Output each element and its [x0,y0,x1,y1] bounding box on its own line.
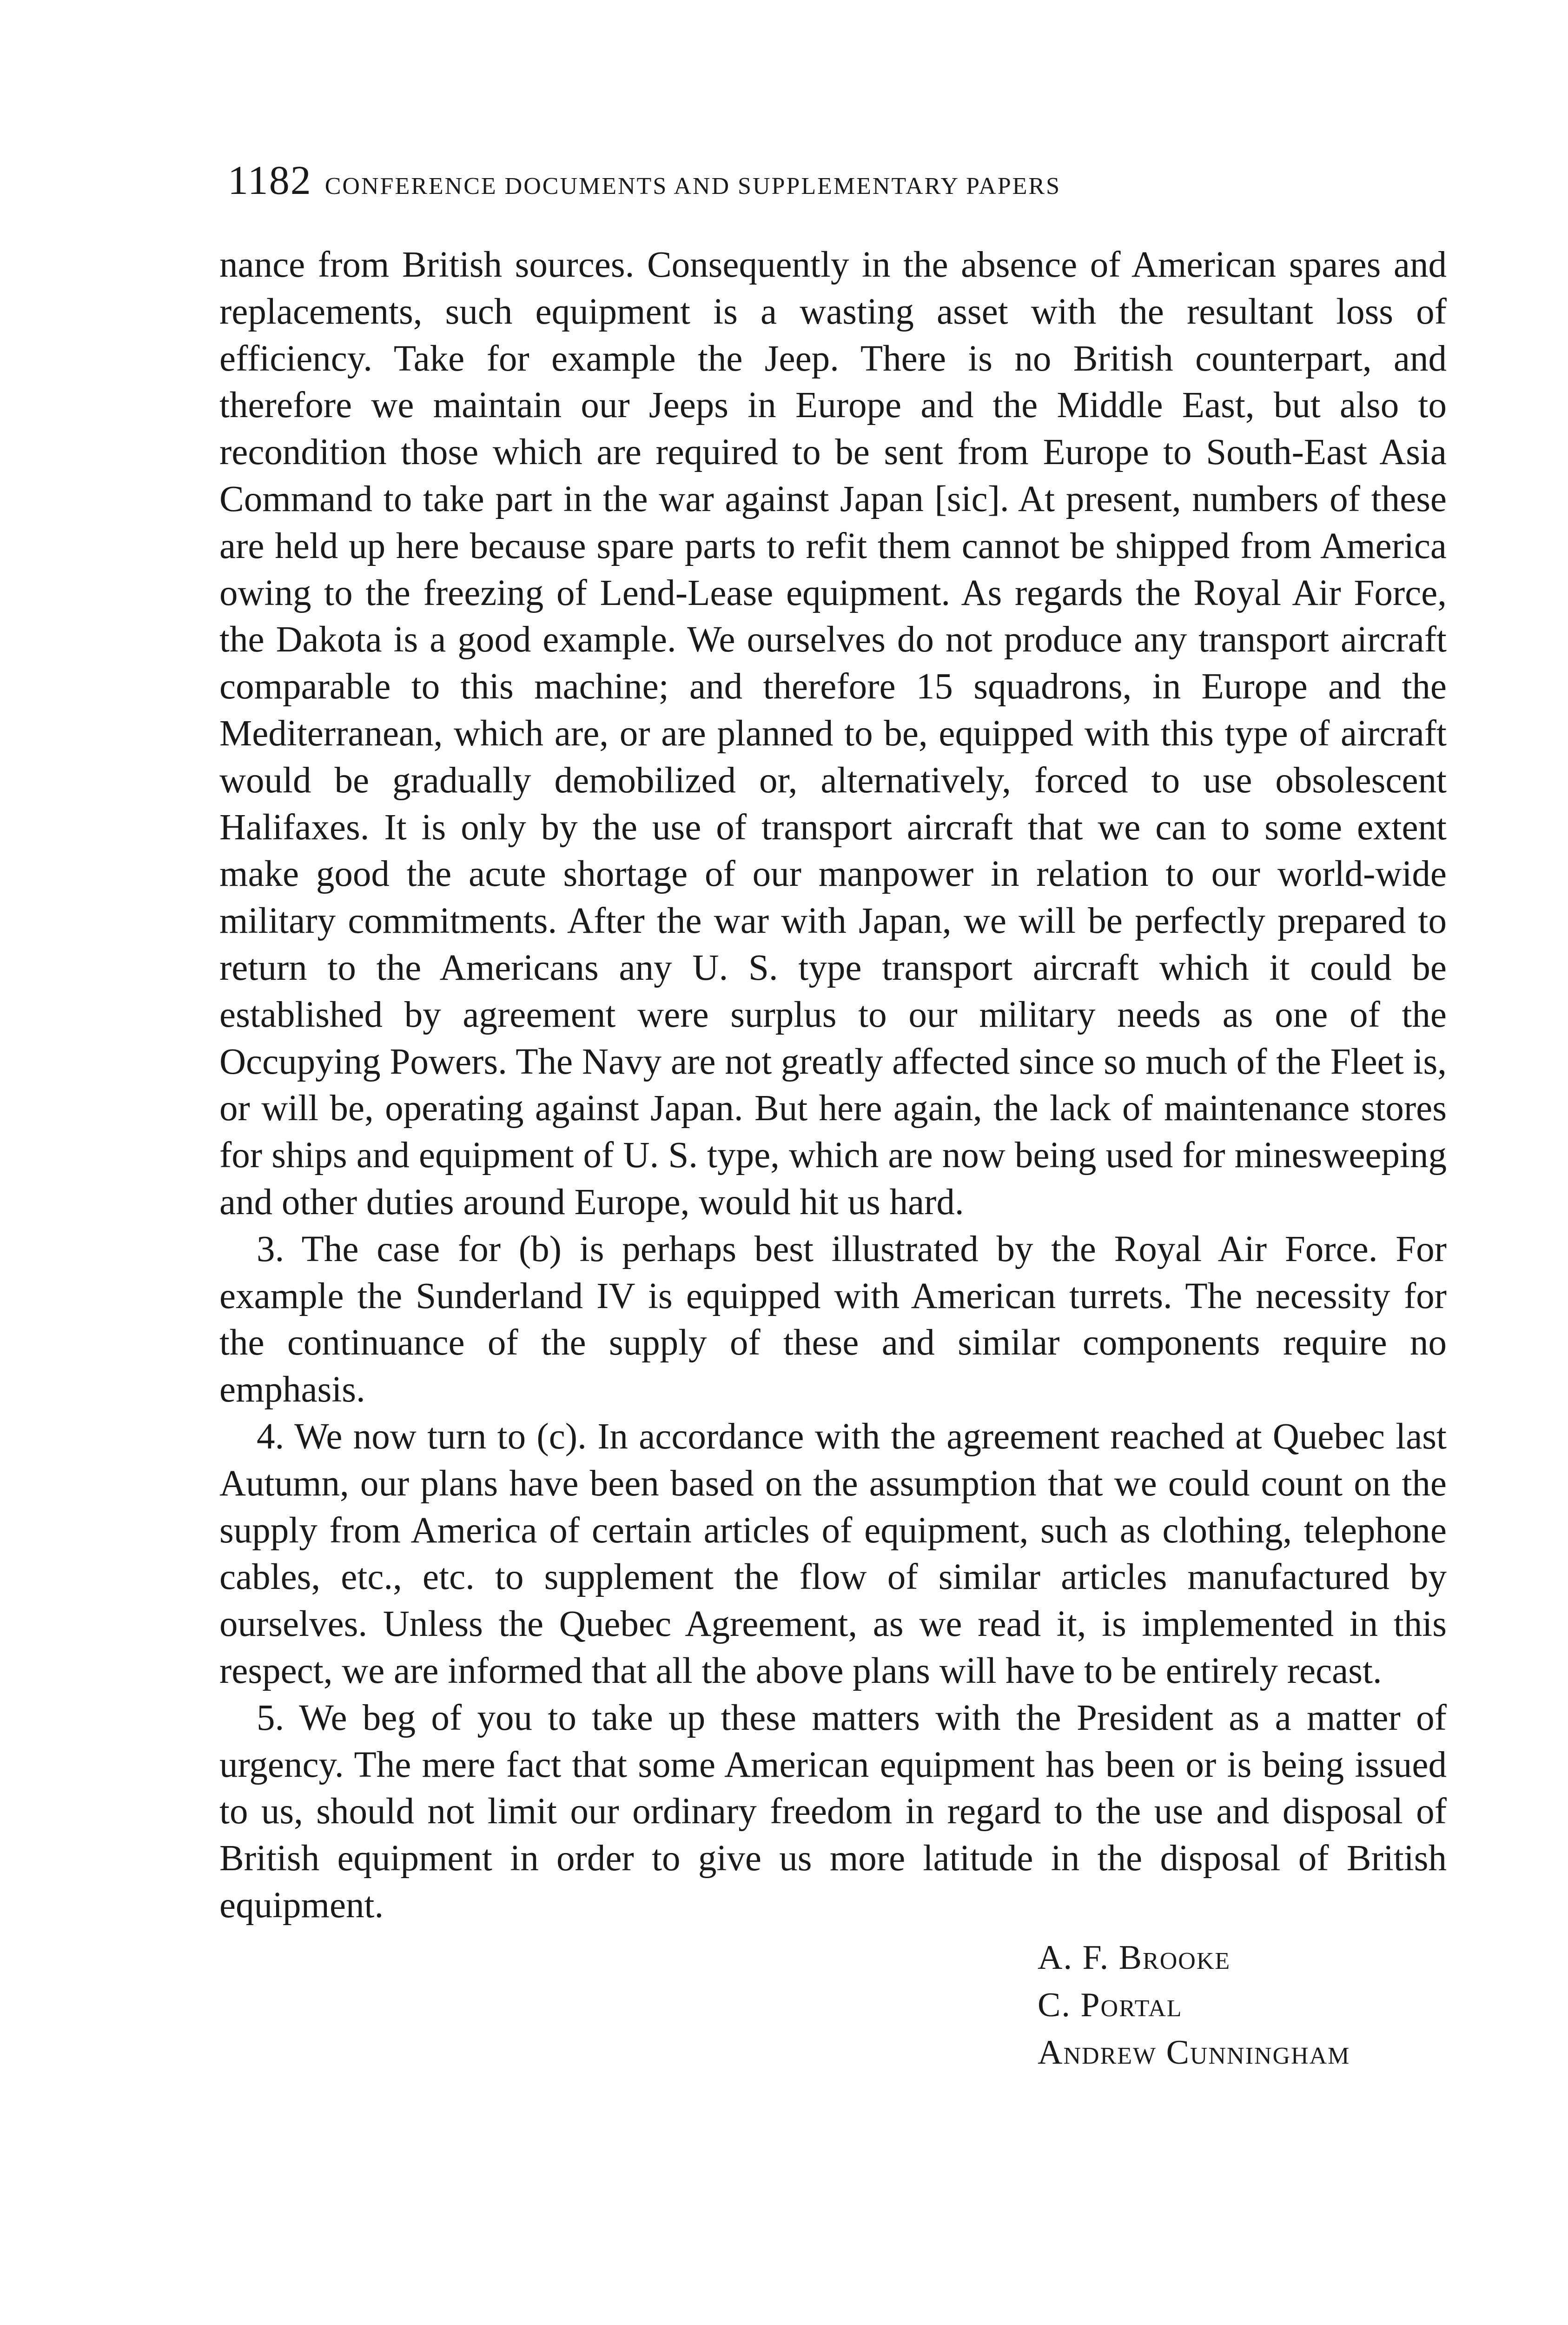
paragraph-4: 4. We now turn to (c). In accordance with the agreement reached at Quebec last Autumn, our plans have been based on the assumption that we could count on the supply from America of certain articles of equipment, such as clothing, telephone cables, etc., etc. to supplement the flow of similar articles manufactured by ourselves. Unless the Quebec Agreement, as we read it, is implemented in this respect, we are informed that all the above plans will have to be entirely recast. [219,1416,1447,1691]
paragraph-3: 3. The case for (b) is perhaps best illustrated by the Royal Air Force. For example the Sunderland IV is equipped with American turrets. The necessity for the continuance of the supply of these and similar components require no emphasis. [219,1229,1447,1410]
page-number: 1182 [228,158,312,203]
signature-portal: C. Portal [1038,1986,1183,2024]
paragraph-5: 5. We beg of you to take up these matters with the President as a matter of urgency. The mere fact that some American equipment has been or is being issued to us, should not limit our ordinary freedom in regard to the use and disposal of British equipment in order to give us more latitude in the disposal of British equipment. [219,1697,1447,1926]
running-head [228,160,1446,201]
signature-cunningham: Andrew Cunningham [1038,2033,1350,2072]
running-head-title: CONFERENCE DOCUMENTS AND SUPPLEMENTARY PAPERS [324,173,1061,199]
signature-block [1038,1934,1350,2076]
signature-brooke: A. F. Brooke [1038,1939,1231,1977]
body-text [219,242,1447,1929]
paragraph-continuation: nance from British sources. Consequently in the absence of American spares and replacements, such equipment is a wasting asset with the resultant loss of efficiency. Take for example the Jeep. There is no British counterpart, and therefore we maintain our Jeeps in Europe and the Middle East, but also to recondition those which are required to be sent from Europe to South-East Asia Command to take part in the war against Japan [sic]. At present, numbers of these are held up here because spare parts to refit them cannot be shipped from America owing to the freezing of Lend-Lease equipment. As regards the Royal Air Force, the Dakota is a good example. We ourselves do not produce any transport aircraft comparable to this machine; and therefore 15 squadrons, in Europe and the Mediterranean, which are, or are planned to be, equipped with this type of aircraft would be gradually demobilized or, alternatively, forced to use obsolescent Halifaxes. It is only by the use of transport aircraft that we can to some extent make good the acute shortage of our manpower in relation to our world-wide military commitments. After the war with Japan, we will be perfectly prepared to return to the Americans any U. S. type transport aircraft which it could be established by agreement were surplus to our military needs as one of the Occupying Powers. The Navy are not greatly affected since so much of the Fleet is, or will be, operating against Japan. But here again, the lack of maintenance stores for ships and equipment of U. S. type, which are now being used for minesweeping and other duties around Europe, would hit us hard. [219,245,1447,1222]
